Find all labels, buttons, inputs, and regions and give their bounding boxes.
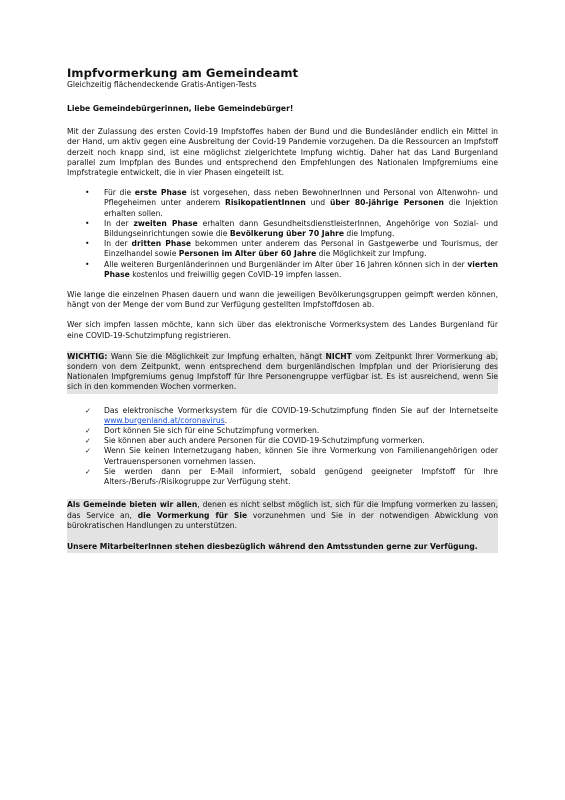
check-item-4: ✓ Wenn Sie keinen Internetzugang haben, können Sie ihre Vormerkung von Familienangehörigen oder Vertrauenspersonen vornehmen lassen. [85,446,498,466]
duration-paragraph: Wie lange die einzelnen Phasen dauern und wann die jeweiligen Bevölkerungsgruppen geimpft werden können, hängt von der Menge der vom Bund zur Verfügung gestellten Impfstoffdosen ab. [67,290,498,310]
offer-box [67,499,498,553]
check-icon: ✓ [85,437,91,446]
offer-text: Als Gemeinde bieten wir allen, denen es nicht selbst möglich ist, sich für die Impfung vormerken zu lassen, das Service an, die Vormerkung für Sie vorzunehmen und Sie in der notwendigen Abwicklung von bürokratischen Handlungen zu unterstützen. [67,500,499,530]
greeting: Liebe Gemeindebürgerinnen, liebe Gemeindebürger! [67,104,294,113]
check-icon: ✓ [85,406,91,415]
check-item-1: ✓ Das elektronische Vormerksystem für die COVID-19-Schutzimpfung finden Sie auf der Internetseite www.burgenland.at/coronavirus. [85,405,498,425]
burgenland-link[interactable]: www.burgenland.at/coronavirus [104,415,225,425]
check-item-5: ✓ Sie werden dann per E-Mail informiert, sobald genügend geeigneter Impfstoff für Ihre Alters-/Berufs-/Risikogruppe zur Verfügung steht. [85,466,498,487]
closing-text: Unsere MitarbeiterInnen stehen diesbezüglich während den Amtsstunden gerne zur Verfügung. [67,541,478,551]
intro-paragraph: Mit der Zulassung des ersten Covid-19 Impfstoffes haben der Bund und die Bundesländer endlich ein Mittel in der Hand, um aktiv gegen eine Ausbreitung der Covid-19 Pandemie vorzugehen. Da die Ressourcen an Impfstoff derzeit noch knapp sind, ist eine möglichst zielgerichtete Impfung wichtig. Daher hat das Land Burgenland parallel zum Impfplan des Bundes und entsprechend den Empfehlungen des Nationalen Impfgremiums eine Impfstrategie entwickelt, die in vier Phasen eingeteilt ist. [67,127,498,178]
page-subtitle: Gleichzeitig flächendeckende Gratis-Antigen-Tests [67,80,257,89]
check-icon: ✓ [85,427,91,436]
important-text: WICHTIG: Wann Sie die Möglichkeit zur Impfung erhalten, hängt NICHT vom Zeitpunkt Ihrer Vormerkung ab, sondern von dem Zeitpunkt, wenn entsprechend dem burgenländischen Impfplan und der Priorisierung des Nationalen Impfgremiums genug Impfstoff für Ihre Personengruppe verfügbar ist. Es ist ausreichend, wenn Sie sich in den kommenden Wochen vormerken. [67,351,498,392]
check-item-3: ✓ Sie können aber auch andere Personen für die COVID-19-Schutzimpfung vormerken. [85,436,425,446]
phase-item-3: • In der dritten Phase bekommen unter anderem das Personal in Gastgewerbe und Tourismus, der Einzelhandel sowie Personen im Alter über 60 Jahre die Möglichkeit zur Impfung. [67,239,498,259]
important-box [67,351,498,394]
register-paragraph: Wer sich impfen lassen möchte, kann sich über das elektronische Vormerksystem des Landes Burgenland für eine COVID-19-Schutzimpfung registrieren. [67,320,498,340]
phase-item-1: • Für die erste Phase ist vorgesehen, dass neben BewohnerInnen und Personal von Altenwohn- und Pflegeheimen unter anderem RisikopatientInnen und über 80-jährige Personen die Injektion erhalten sollen. [67,188,498,219]
phase-item-2: • In der zweiten Phase erhalten dann GesundheitsdienstleisterInnen, Angehörige von Sozial- und Bildungseinrichtungen sowie die Bevölkerung über 70 Jahre die Impfung. [67,219,498,239]
phase-item-4: • Alle weiteren Burgenländerinnen und Burgenländer im Alter über 16 Jahren können sich in der vierten Phase kostenlos und freiwillig gegen CoVID-19 impfen lassen. [67,260,498,280]
check-item-2: ✓ Dort können Sie sich für eine Schutzimpfung vormerken. [85,426,320,436]
check-icon: ✓ [85,467,91,476]
checklist [67,406,498,488]
page-title: Impfvormerkung am Gemeindeamt [67,66,299,80]
phase-list [67,188,498,280]
check-icon: ✓ [85,447,91,456]
